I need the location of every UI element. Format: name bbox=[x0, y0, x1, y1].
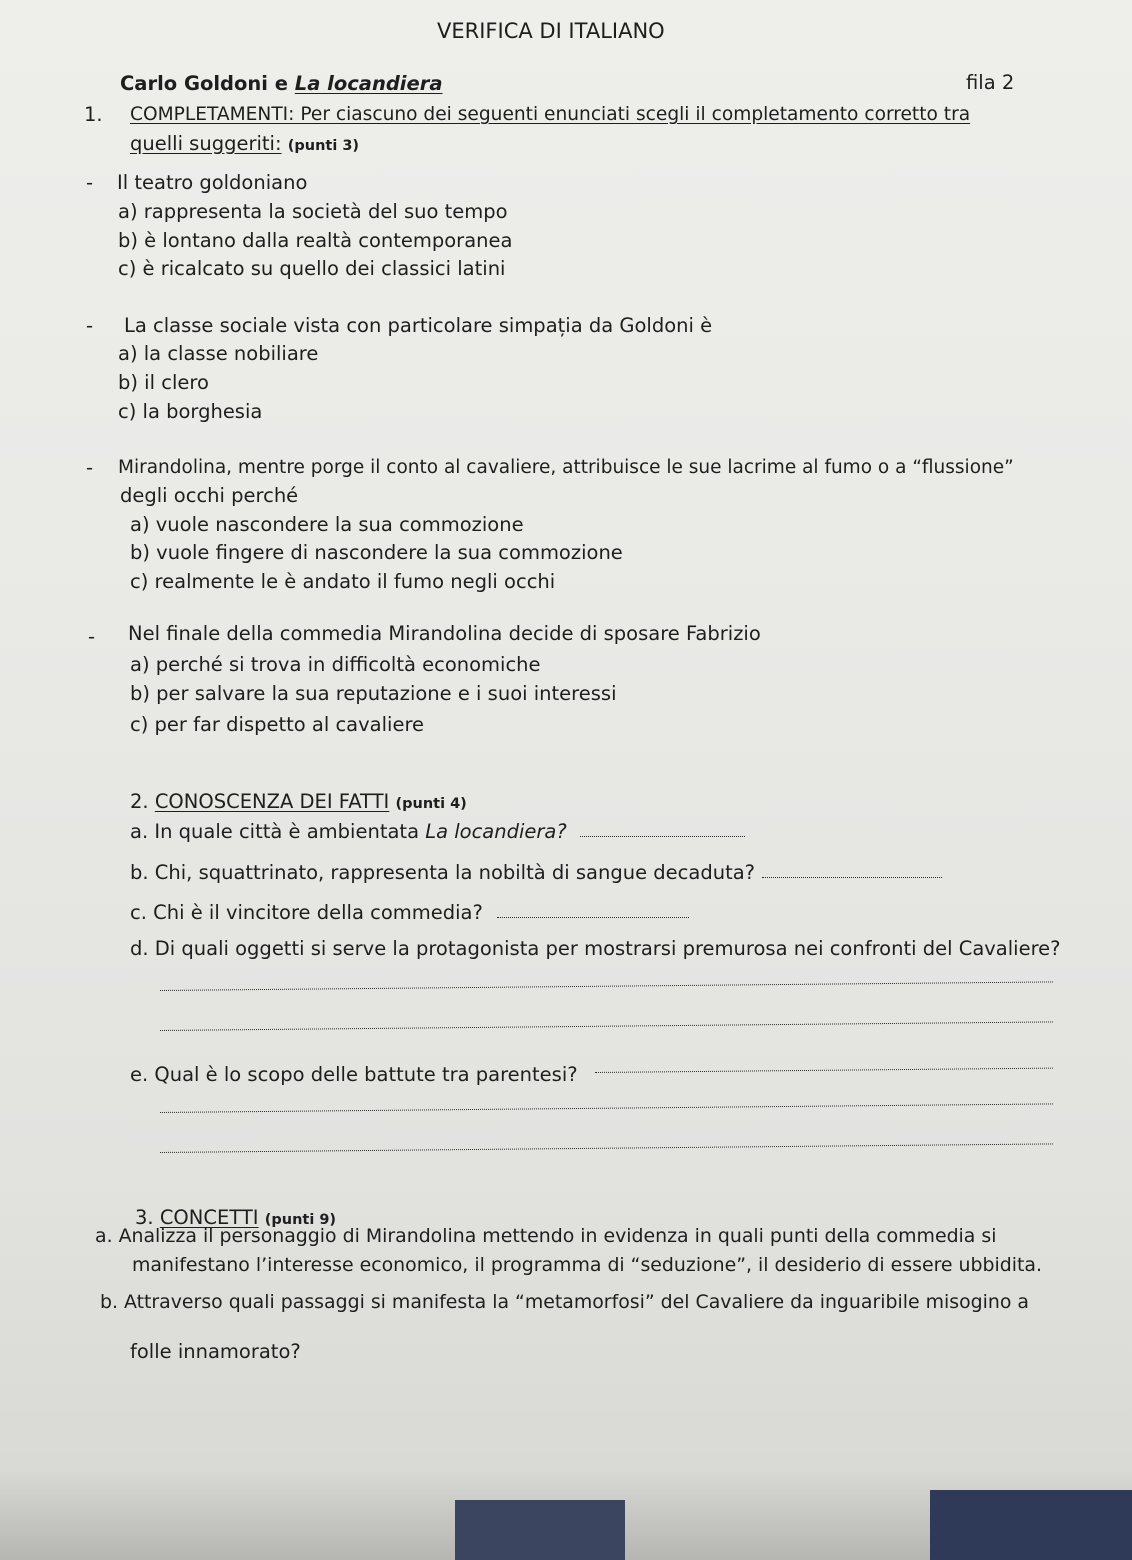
answer-line-2c bbox=[497, 917, 689, 918]
question-stem-line2: degli occhi perché bbox=[120, 484, 299, 507]
question-dash: - bbox=[86, 171, 94, 194]
section3-number: 3. bbox=[135, 1206, 154, 1229]
question-3b-line2: folle innamorato? bbox=[130, 1340, 301, 1363]
option-b: b) vuole fingere di nascondere la sua commozione bbox=[130, 541, 623, 564]
question-dash: - bbox=[88, 625, 96, 648]
question-stem: Il teatro goldoniano bbox=[117, 171, 308, 194]
option-b: b) per salvare la sua reputazione e i suoi interessi bbox=[130, 682, 617, 705]
section2-heading-row bbox=[130, 790, 467, 816]
section3-points: (punti 9) bbox=[264, 1212, 337, 1228]
option-a: a) rappresenta la società del suo tempo bbox=[118, 200, 508, 223]
answer-line-2b bbox=[762, 877, 942, 878]
section1-number: 1. bbox=[84, 103, 103, 126]
option-a: a) perché si trova in difficoltà economiche bbox=[130, 653, 541, 676]
option-c: c) realmente le è andato il fumo negli occhi bbox=[130, 570, 556, 593]
question-stem: La classe sociale vista con particolare simpația da Goldoni è bbox=[124, 314, 713, 337]
section3-heading: CONCETTI bbox=[159, 1206, 259, 1229]
fila-label: fila 2 bbox=[966, 71, 1015, 94]
question-2a-work: La locandiera? bbox=[425, 820, 567, 843]
option-a: a) la classe nobiliare bbox=[118, 342, 319, 365]
page-title: VERIFICA DI ITALIANO bbox=[437, 19, 665, 43]
subtitle-author: Carlo Goldoni e bbox=[120, 72, 288, 95]
answer-line-2d-1 bbox=[160, 981, 1053, 991]
question-3a-line1: a. Analizza il personaggio di Mirandolina mettendo in evidenza in quali punti della commedia si bbox=[95, 1225, 997, 1247]
question-2d: d. Di quali oggetti si serve la protagonista per mostrarsi premurosa nei confronti del Cavaliere? bbox=[130, 937, 1061, 960]
question-3a-line2: manifestano l’interesse economico, il programma di “seduzione”, il desiderio di essere ubbidita. bbox=[132, 1254, 1042, 1276]
answer-line-2a bbox=[580, 836, 745, 837]
option-a: a) vuole nascondere la sua commozione bbox=[130, 513, 524, 536]
background-fabric bbox=[930, 1490, 1132, 1560]
question-dash: - bbox=[86, 314, 94, 337]
option-c: c) per far dispetto al cavaliere bbox=[130, 713, 425, 736]
option-b: b) il clero bbox=[118, 371, 209, 394]
answer-line-2e-1 bbox=[595, 1068, 1053, 1073]
question-2e: e. Qual è lo scopo delle battute tra parentesi? bbox=[130, 1063, 578, 1086]
subtitle-work: La locandiera bbox=[294, 72, 443, 95]
section2-heading: CONOSCENZA DEI FATTI bbox=[154, 790, 390, 813]
background-fabric bbox=[455, 1500, 625, 1560]
subtitle bbox=[120, 72, 442, 96]
question-stem: Mirandolina, mentre porge il conto al cavaliere, attribuisce le sue lacrime al fumo o a “flussione” bbox=[118, 457, 1014, 478]
question-dash: - bbox=[86, 456, 94, 479]
section1-heading-line1: COMPLETAMENTI: Per ciascuno dei seguenti enunciati scegli il completamento corretto tra bbox=[130, 104, 971, 125]
question-3b-line1: b. Attraverso quali passaggi si manifesta la “metamorfosi” del Cavaliere da inguaribile misogino a bbox=[100, 1291, 1030, 1313]
question-2a bbox=[130, 820, 567, 844]
section1-points: (punti 3) bbox=[287, 138, 360, 154]
question-2b: b. Chi, squattrinato, rappresenta la nobiltà di sangue decaduta? bbox=[130, 861, 756, 884]
section2-points: (punti 4) bbox=[395, 796, 467, 812]
answer-line-2e-2 bbox=[160, 1103, 1053, 1113]
answer-line-2e-3 bbox=[160, 1143, 1053, 1153]
question-2a-text: a. In quale città è ambientata bbox=[130, 820, 420, 843]
answer-line-2d-2 bbox=[160, 1021, 1053, 1031]
question-2c: c. Chi è il vincitore della commedia? bbox=[130, 901, 483, 924]
section2-number: 2. bbox=[130, 790, 149, 813]
option-c: c) la borghesia bbox=[118, 400, 263, 423]
section1-heading-line2-text: quelli suggeriti: bbox=[130, 132, 282, 155]
section1-heading-line2 bbox=[130, 132, 359, 158]
option-c: c) è ricalcato su quello dei classici latini bbox=[118, 257, 506, 280]
question-stem: Nel finale della commedia Mirandolina decide di sposare Fabrizio bbox=[128, 622, 761, 645]
option-b: b) è lontano dalla realtà contemporanea bbox=[118, 229, 513, 252]
